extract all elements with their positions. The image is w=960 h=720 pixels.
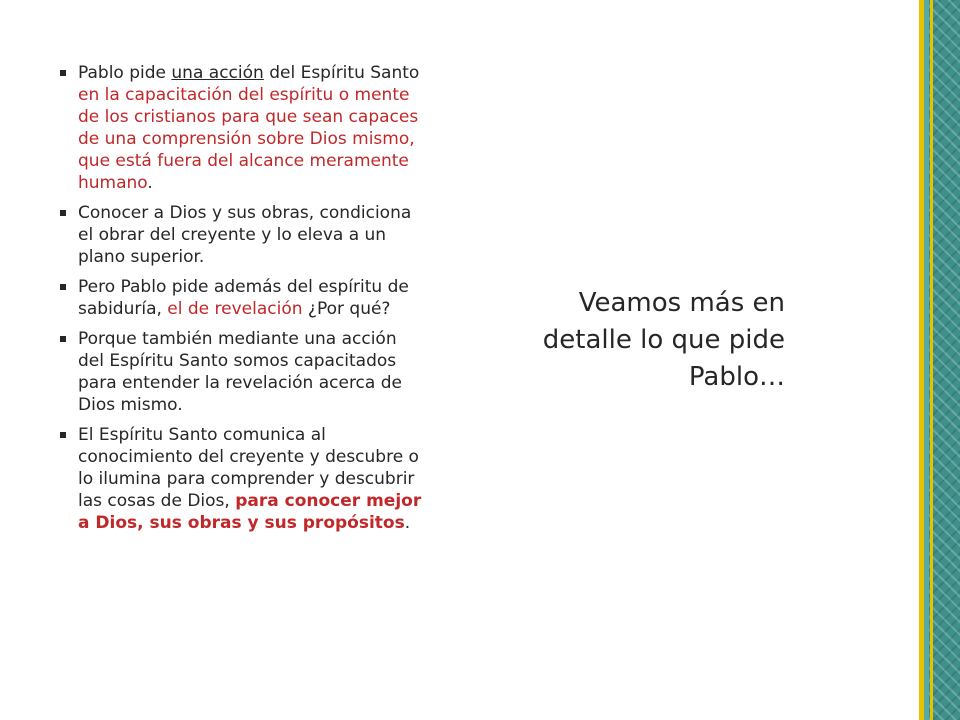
square-bullet-icon [60,284,66,290]
bullet-list [60,62,425,542]
bullet-3-highlight: el de revelación [167,299,303,319]
square-bullet-icon [60,210,66,216]
bullet-1-underlined: una acción [171,63,264,83]
bullet-5-period: . [404,513,411,533]
bullet-item-3 [60,276,425,320]
bullet-item-5 [60,424,425,534]
square-bullet-icon [60,70,66,76]
bullet-5-text-a: El Espíritu Santo comunica al conocimiento del creyente y descubre o lo ilumina para comprender y descubrir las cosas de Dios, [78,425,419,511]
square-bullet-icon [60,336,66,342]
slide-heading: Veamos más en detalle lo que pide Pablo… [542,288,785,392]
bullet-1-highlight: en la capacitación del espíritu o mente de los cristianos para que sean capaces de una comprensión sobre Dios mismo, que está fuera del alcance meramente humano [78,85,419,193]
bullet-item-1 [60,62,425,194]
bullet-3-text-b: ¿Por qué? [302,299,391,319]
bullet-1-period: . [147,173,153,193]
bullet-1-text-a: Pablo pide [78,63,172,83]
inner-gold-stripe [930,0,933,720]
bullet-3-text-a: Pero Pablo pide además del espíritu de sabiduría, [78,277,409,319]
bullet-item-2 [60,202,425,268]
bullet-5-highlight: para conocer mejor a Dios, sus obras y sus propósitos [78,491,422,533]
bullet-4-text: Porque también mediante una acción del Espíritu Santo somos capacitados para entender la revelación acerca de Dios mismo. [78,329,402,415]
bullet-1-text-b: del Espíritu Santo [263,63,420,83]
square-bullet-icon [60,432,66,438]
bullet-item-4 [60,328,425,416]
bullet-2-text: Conocer a Dios y sus obras, condiciona el obrar del creyente y lo eleva a un plano superior. [78,203,412,267]
patterned-band [929,0,960,720]
